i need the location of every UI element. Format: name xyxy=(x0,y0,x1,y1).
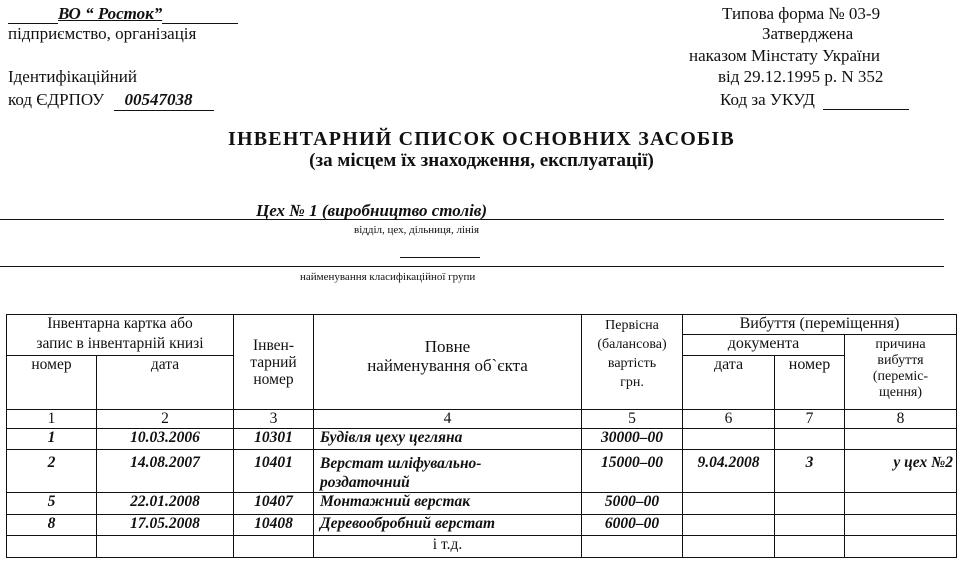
row-card-number: 1 xyxy=(7,429,97,450)
order-label: наказом Мінстату України xyxy=(689,46,880,65)
ukud-label: Код за УКУД xyxy=(720,90,815,109)
etc-cell xyxy=(97,536,234,558)
row-reason xyxy=(845,493,957,515)
etc-cell xyxy=(7,536,97,558)
column-number: 4 xyxy=(314,410,582,429)
row-card-date: 14.08.2007 xyxy=(97,450,234,493)
row-doc-date xyxy=(683,493,775,515)
column-number: 6 xyxy=(683,410,775,429)
column-number-row xyxy=(7,410,957,429)
table-row xyxy=(7,450,957,493)
row-cost: 5000–00 xyxy=(582,493,683,515)
inventory-table xyxy=(6,314,957,558)
row-doc-number xyxy=(775,429,845,450)
row-cost: 30000–00 xyxy=(582,429,683,450)
card-number-header: номер xyxy=(7,356,97,410)
table-row xyxy=(7,429,957,450)
row-object-name: Будівля цеху цегляна xyxy=(314,429,582,450)
row-card-date: 22.01.2008 xyxy=(97,493,234,515)
etc-cell xyxy=(775,536,845,558)
department-value: Цех № 1 (виробництво столів) xyxy=(256,201,488,220)
row-doc-date xyxy=(683,429,775,450)
row-doc-date xyxy=(683,515,775,536)
etc-cell xyxy=(582,536,683,558)
row-card-number: 5 xyxy=(7,493,97,515)
department-caption: відділ, цех, дільниця, лінія xyxy=(354,224,480,236)
column-number: 3 xyxy=(234,410,314,429)
row-object-name: Деревообробний верстат xyxy=(314,515,582,536)
row-card-date: 17.05.2008 xyxy=(97,515,234,536)
edrpou-label: код ЄДРПОУ xyxy=(8,90,105,109)
enterprise-caption: підприємство, організація xyxy=(8,24,197,43)
row-reason xyxy=(845,429,957,450)
table-row xyxy=(7,493,957,515)
disposal-header: Вибуття (переміщення) xyxy=(683,315,957,335)
etc-row xyxy=(7,536,957,558)
row-doc-date: 9.04.2008 xyxy=(683,450,775,493)
table-row xyxy=(7,515,957,536)
group-underline xyxy=(0,266,944,267)
row-doc-number xyxy=(775,493,845,515)
enterprise-name-line xyxy=(8,4,238,24)
row-card-number: 2 xyxy=(7,450,97,493)
group-caption: найменування класифікаційної групи xyxy=(300,271,476,283)
document-subtitle: (за місцем їх знаходження, експлуатації) xyxy=(309,150,654,171)
column-number: 2 xyxy=(97,410,234,429)
row-object-name: Верстат шліфувально- роздаточний xyxy=(314,450,582,493)
row-inventory-number: 10401 xyxy=(234,450,314,493)
cost-header: Первісна (балансова) вартість грн. xyxy=(582,315,683,410)
column-number: 7 xyxy=(775,410,845,429)
edrpou-line xyxy=(8,90,214,111)
approved-label: Затверджена xyxy=(762,24,854,43)
row-card-number: 8 xyxy=(7,515,97,536)
doc-date-header: дата xyxy=(683,356,775,410)
enterprise-name: ВО “ Росток” xyxy=(58,4,163,23)
row-inventory-number: 10408 xyxy=(234,515,314,536)
document-header: документа xyxy=(683,335,845,356)
etc-cell xyxy=(234,536,314,558)
object-name-header: Повне найменування об`єкта xyxy=(314,315,582,410)
card-group-header-line2: запис в інвентарній книзі xyxy=(7,335,234,356)
edrpou-value: 00547038 xyxy=(124,90,193,109)
row-card-date: 10.03.2006 xyxy=(97,429,234,450)
header-row-1 xyxy=(7,315,957,335)
etc-text: і т.д. xyxy=(314,536,582,558)
doc-number-header: номер xyxy=(775,356,845,410)
column-number: 1 xyxy=(7,410,97,429)
group-short-line xyxy=(400,257,480,258)
id-label: Ідентифікаційний xyxy=(8,67,137,86)
row-cost: 15000–00 xyxy=(582,450,683,493)
etc-cell xyxy=(845,536,957,558)
ukud-line xyxy=(720,90,909,110)
row-inventory-number: 10407 xyxy=(234,493,314,515)
row-object-name: Монтажний верстак xyxy=(314,493,582,515)
department-underline xyxy=(0,219,944,220)
row-reason xyxy=(845,515,957,536)
inventory-number-header: Інвен- тарний номер xyxy=(234,315,314,410)
form-number: Типова форма № 03-9 xyxy=(722,4,881,23)
row-doc-number xyxy=(775,515,845,536)
card-group-header: Інвентарна картка або xyxy=(7,315,234,335)
row-reason: у цех №2 xyxy=(845,450,957,493)
document-title: ІНВЕНТАРНИЙ СПИСОК ОСНОВНИХ ЗАСОБІВ xyxy=(228,128,735,150)
reason-header: причина вибуття (переміс- щення) xyxy=(845,335,957,410)
etc-cell xyxy=(683,536,775,558)
card-date-header: дата xyxy=(97,356,234,410)
column-number: 8 xyxy=(845,410,957,429)
row-inventory-number: 10301 xyxy=(234,429,314,450)
row-cost: 6000–00 xyxy=(582,515,683,536)
column-number: 5 xyxy=(582,410,683,429)
row-doc-number: 3 xyxy=(775,450,845,493)
order-date: від 29.12.1995 р. N 352 xyxy=(718,67,884,86)
